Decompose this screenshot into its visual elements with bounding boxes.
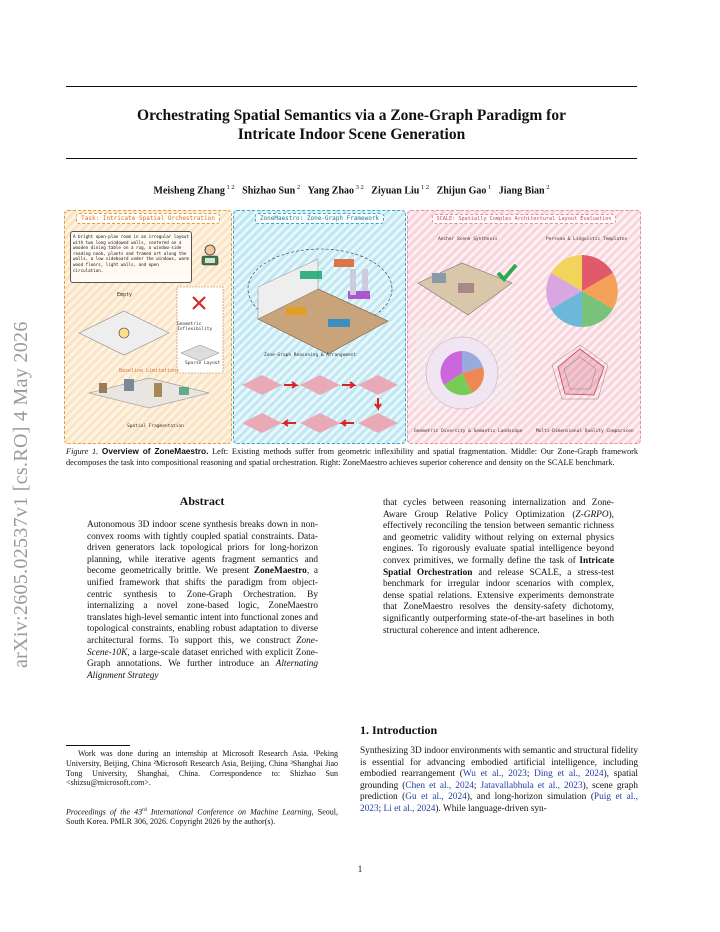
spatial-frag-label: Spatial Fragmentation [127, 424, 184, 429]
title-bottom-rule [66, 158, 637, 159]
proceedings-note: Proceedings of the 43rd International Conference on Machine Learning, Seoul, South Korea. PMLR 306, 2026. Copyright 2026 by the author(s). [66, 807, 338, 827]
author-name: Ziyuan Liu [371, 185, 420, 197]
citation-link[interactable]: Jatavallabhula et al., 2023 [480, 780, 583, 791]
baseline-illustration [69, 283, 229, 433]
author-affiliation: 1 [486, 184, 492, 191]
prompt-box: A bright open-plan room in an irregular layout with two long windowed walls, centered on a wooden dining table on a rug, a window-side reading nook, plants and framed art along the walls, a low sideboard under the windows, warm wood floors, light walls, and open circulation. [70, 231, 192, 283]
user-avatar-icon [199, 243, 221, 267]
citation-link[interactable]: Chen et al., 2024 [405, 780, 474, 791]
persona-templates-label: Persona & Linguistic Templates [546, 237, 628, 242]
arxiv-stamp: arXiv:2605.02537v1 [cs.RO] 4 May 2026 [10, 321, 32, 668]
baseline-limitations-label: Baseline Limitations [119, 368, 180, 374]
middle-panel-title: ZoneMaestro: Zone-Graph Framework [255, 213, 384, 224]
left-panel-title: Task: Intricate Spatial Orchestration [76, 213, 220, 224]
abstract-heading: Abstract [179, 494, 225, 508]
multi-dim-quality-label: Multi-Dimensional Quality Comparison [536, 429, 634, 434]
sparse-layout-label: Sparse Layout [185, 361, 221, 366]
author-name: Zhijun Gao [436, 185, 487, 197]
abstract-body-continued: that cycles between reasoning internalization and Zone-Aware Group Relative Policy Optimization (Z-GRPO), effectively reconciling the tension between semantic richness and geometric validity without relying on external physics engines. To rigorously evaluate spatial intelligence beyond convex primitives, we formally define the task of Intricate Spatial Orchestration and release SCALE, a stress-test benchmark for irregular indoor scenarios with complex, dense spatial relations. Extensive experiments demonstrate that ZoneMaestro resolves the density-safety dichotomy, significantly outperforming state-of-the-art baselines in both structural coherence and intent adherence. [383, 498, 614, 636]
zone-graph-illustration [238, 229, 402, 439]
author-list [66, 184, 637, 196]
intro-heading: 1. Introduction [360, 723, 438, 737]
zone-graph-reasoning-label: Zone-Graph Reasoning & Arrangement [264, 353, 357, 358]
footnote-rule [66, 745, 130, 746]
figure-panel-left [64, 210, 232, 444]
author-name: Jiang Bian [498, 185, 545, 197]
figure-caption: Figure 1. Overview of ZoneMaestro. Left: Existing methods suffer from geometric inflexibility and spatial fragmentation. Middle: Our Zone-Graph framework decomposes the task into compositional reasoning and spatial orchestration. Right: ZoneMaestro achieves superior coherence and density on the SCALE benchmark. [66, 446, 639, 467]
geom-inflex-label: Geometric Inflexibility [177, 322, 213, 332]
author-affiliation: 1 2 [419, 184, 430, 191]
figure-panel-right [407, 210, 641, 444]
empty-label: Empty [117, 292, 133, 298]
top-rule [66, 86, 637, 87]
author-affiliation: 3 2 [354, 184, 364, 191]
citation-link[interactable]: Ding et al., 2024 [534, 769, 604, 780]
author-affiliation: 2 [544, 184, 550, 191]
geo-diversity-label: Geometric Diversity & Semantic Landscape [414, 429, 523, 434]
citation-link[interactable]: Li et al., 2024 [383, 803, 436, 814]
citation-link[interactable]: Gu et al., 2024 [405, 792, 467, 803]
page-number: 1 [357, 864, 363, 874]
author-name: Yang Zhao [307, 185, 355, 197]
anchor-scene-label: Anchor Scene Synthesis [438, 237, 498, 242]
author-affiliation: 2 [295, 184, 301, 191]
author-name: Shizhao Sun [242, 185, 296, 197]
intro-body: Synthesizing 3D indoor environments with semantic and structural fidelity is essential for advancing embodied artificial intelligence, including embodied rearrangement (Wu et al., 2023; Ding et al., 2024), spatial grounding (Chen et al., 2024; Jatavallabhula et al., 2023), scene graph prediction (Gu et al., 2024), and long-horizon simulation (Puig et al., 2023; Li et al., 2024). While language-driven syn- [360, 746, 639, 814]
citation-link[interactable]: Puig et al., 2023 [360, 792, 639, 814]
citation-link[interactable]: Wu et al., 2023 [462, 769, 527, 780]
abstract-body: Autonomous 3D indoor scene synthesis breaks down in non-convex rooms with tightly coupled spatial constraints. Data-driven generators lack topological priors for long-horizon planning, while iterative agents fragment semantics and become geometrically brittle. We present ZoneMaestro, a unified framework that shifts the paradigm from object-centric synthesis to Zone-Graph Orchestration. By internalizing a novel zone-based logic, ZoneMaestro translates high-level semantic intent into functional zones and topological constraints, enabling robust adaptation to diverse architectural forms. To support this, we construct Zone-Scene-10K, a large-scale dataset enriched with explicit Zone-Graph annotations. We further introduce an Alternating Alignment Strategy [87, 520, 318, 681]
right-panel-title: SCALE: Spatially Complex Architectural Layout Evaluation [432, 214, 617, 224]
scale-benchmark-illustration [412, 243, 638, 439]
author-affiliation: 1 2 [224, 184, 235, 191]
author-name: Meisheng Zhang [153, 185, 225, 197]
paper-title: Orchestrating Spatial Semantics via a Zone-Graph Paradigm for Intricate Indoor Scene Generation [137, 107, 566, 143]
affiliation-footnote: Work was done during an internship at Microsoft Research Asia. ¹Peking University, Beijing, China ²Microsoft Research Asia, Beijing, China ³Shanghai Jiao Tong University, Shanghai, China. Correspondence to: Shizhao Sun <shizsu@microsoft.com>. [66, 749, 338, 788]
figure-panel-middle [233, 210, 406, 444]
